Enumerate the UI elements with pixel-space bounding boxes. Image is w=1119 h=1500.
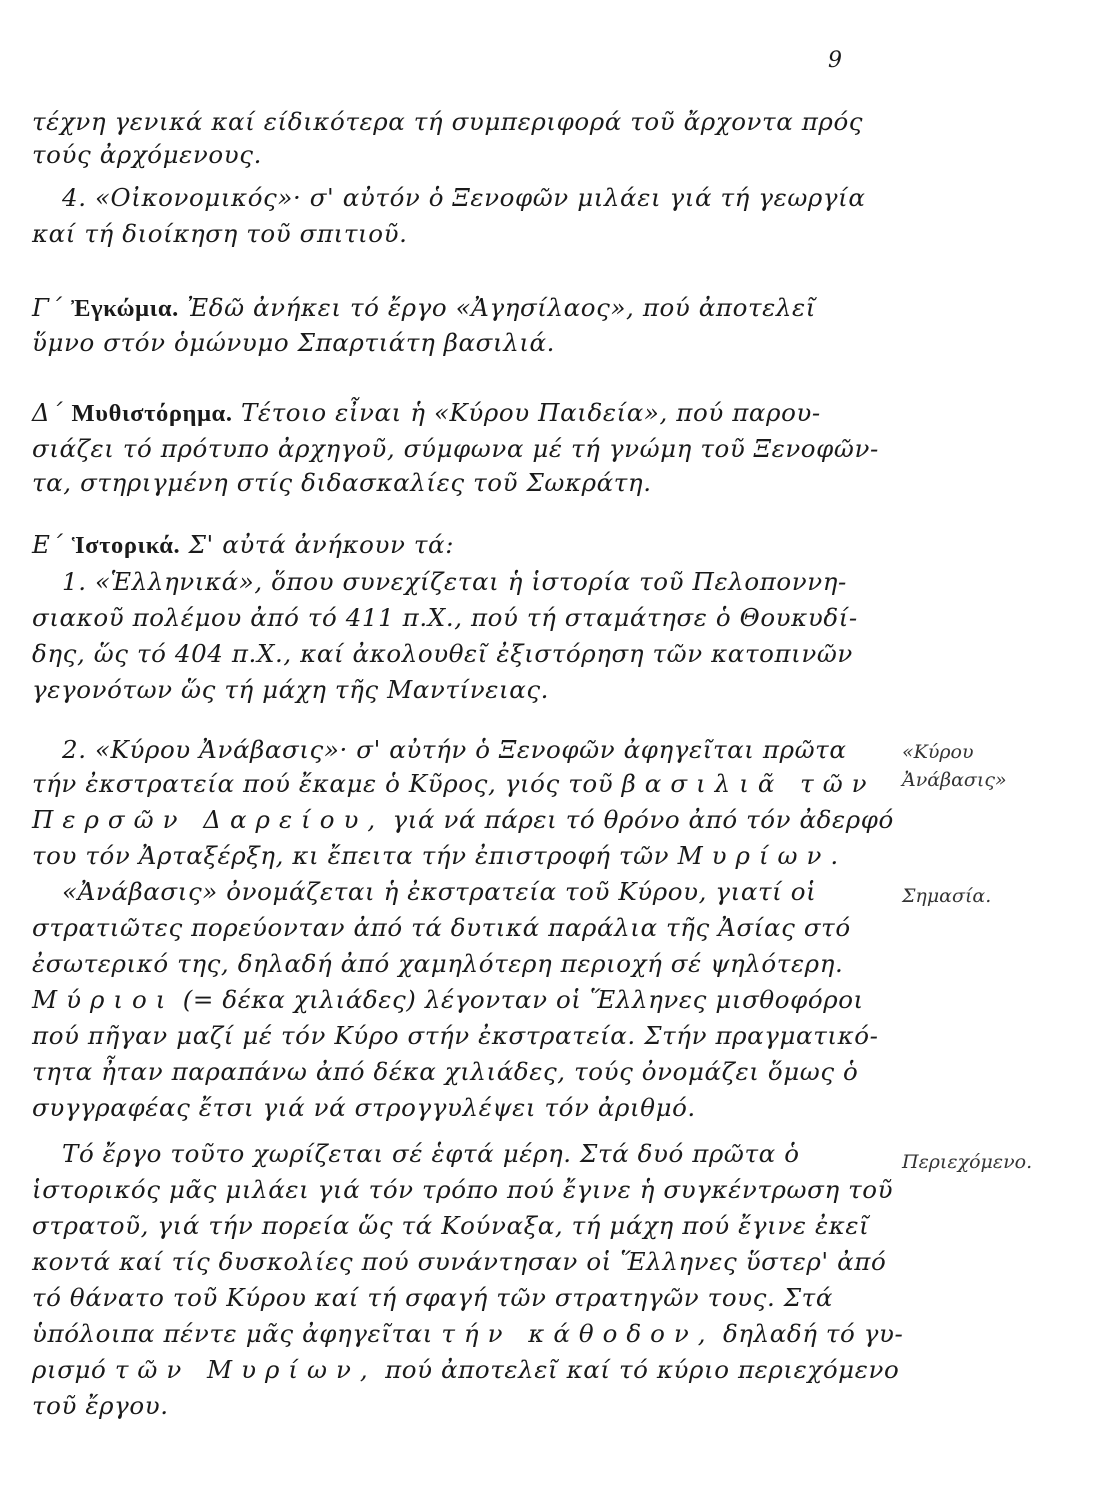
page-number: 9 (828, 48, 842, 73)
paragraph-start: «Ἀνάβασις» ὀνομάζεται ἡ ἐκστρατεία τοῦ Κύρου, γιατί οἱ (62, 877, 817, 906)
text-line: τέχνη γενικά καί είδικότερα τή συμπεριφορά τοῦ ἄρχοντα πρός (32, 107, 864, 136)
section-heading-mythistorima: Δ΄ Μυθιστόρημα. Τέτοιο εἶναι ἡ «Κύρου Παιδεία», πού παρου- (32, 398, 821, 427)
text-line: ἐσωτερικό της, δηλαδή ἀπό χαμηλότερη περιοχή σέ ψηλότερη. (32, 949, 844, 978)
spaced-text: Περσῶν Δαρείου, (32, 805, 385, 834)
text-line: δης, ὥς τό 404 π.Χ., καί ἀκολουθεῖ ἐξιστόρηση τῶν κατοπινῶν (32, 639, 853, 668)
section-letter: Γ΄ (32, 293, 63, 322)
list-item-oikonomikos: 4. «Οἰκονομικός»· σ' αὐτόν ὁ Ξενοφῶν μιλάει γιά τή γεωργία (62, 183, 866, 212)
margin-note-periexomeno: Περιεχόμενο. (902, 1151, 1033, 1173)
text-line: τό θάνατο τοῦ Κύρου καί τή σφαγή τῶν στρατηγῶν τους. Στά (32, 1283, 833, 1312)
text-line: σιάζει τό πρότυπο ἀρχηγοῦ, σύμφωνα μέ τή γνώμη τοῦ Ξενοφῶν- (32, 434, 879, 463)
list-item-ellinika: 1. «Ἑλληνικά», ὅπου συνεχίζεται ἡ ἱστορία τοῦ Πελοποννη- (62, 567, 847, 596)
text-line: συγγραφέας ἔτσι γιά νά στρογγυλέψει τόν ἀριθμό. (32, 1093, 696, 1122)
spaced-text: Μύριοι (32, 985, 175, 1014)
heading-text: Μυθιστόρημα. (71, 400, 233, 427)
section-heading-istorika: Ε΄ Ἱστορικά. Σ' αὐτά ἀνήκουν τά: (32, 530, 455, 559)
spaced-text: τήν κάθοδον, (441, 1319, 715, 1348)
margin-note-kyrou: «Κύρου (902, 741, 974, 763)
text-line: ὑπόλοιπα πέντε μᾶς ἀφηγεῖται τήν κάθοδον, δηλαδή τό γυ- (32, 1319, 904, 1348)
text-line: Περσῶν Δαρείου, γιά νά πάρει τό θρόνο ἀπό τόν ἀδερφό (32, 805, 894, 834)
text-line: καί τή διοίκηση τοῦ σπιτιοῦ. (32, 219, 408, 248)
spaced-text: τῶν Μυρίων, (114, 1355, 377, 1384)
heading-text: Ἐγκώμια. (70, 295, 179, 322)
text-line: ἱστορικός μᾶς μιλάει γιά τόν τρόπο πού ἔγινε ἡ συγκέντρωση τοῦ (32, 1175, 894, 1204)
text-line: τούς ἀρχόμενους. (32, 140, 262, 169)
text-line: τα, στηριγμένη στίς διδασκαλίες τοῦ Σωκράτη. (32, 468, 652, 497)
text-line: ὕμνο στόν ὁμώνυμο Σπαρτιάτη βασιλιά. (32, 328, 556, 357)
text-line: Μύριοι (= δέκα χιλιάδες) λέγονταν οἱ Ἕλληνες μισθοφόροι (32, 985, 864, 1014)
text-line: κοντά καί τίς δυσκολίες πού συνάντησαν οἱ Ἕλληνες ὕστερ' ἀπό (32, 1247, 887, 1276)
text-line: γεγονότων ὥς τή μάχη τῆς Μαντίνειας. (32, 675, 550, 704)
section-letter: Ε΄ (32, 530, 64, 559)
text-line: στρατοῦ, γιά τήν πορεία ὥς τά Κούναξα, τή μάχη πού ἔγινε ἐκεῖ (32, 1211, 870, 1240)
text-line: τήν ἐκστρατεία πού ἔκαμε ὁ Κῦρος, γιός τοῦ βασιλιᾶ τῶν (32, 769, 876, 798)
margin-note-anabasis: Ἀνάβασις» (902, 769, 1007, 791)
margin-note-simasia: Σημασία. (902, 885, 992, 907)
text-line: πού πῆγαν μαζί μέ τόν Κύρο στήν ἐκστρατεία. Στήν πραγματικό- (32, 1021, 879, 1050)
text-line: τοῦ ἔργου. (32, 1391, 169, 1420)
section-letter: Δ΄ (32, 398, 64, 427)
text-line: στρατιῶτες πορεύονταν ἀπό τά δυτικά παράλια τῆς Ἀσίας στό (32, 913, 851, 942)
section-heading-enkomia: Γ΄ Ἐγκώμια. Ἐδῶ ἀνήκει τό ἔργο «Ἀγησίλαος», πού ἀποτελεῖ (32, 293, 816, 322)
heading-text: Ἱστορικά. (71, 532, 181, 559)
paragraph-start: Τό ἔργο τοῦτο χωρίζεται σέ ἑφτά μέρη. Στά δυό πρῶτα ὁ (62, 1139, 800, 1168)
spaced-text: βασιλιᾶ τῶν (621, 769, 876, 798)
spaced-text: Μυρίων. (677, 841, 848, 870)
text-line: ρισμό τῶν Μυρίων, πού ἀποτελεῖ καί τό κύριο περιεχόμενο (32, 1355, 900, 1384)
text-line: σιακοῦ πολέμου ἀπό τό 411 π.Χ., πού τή σταμάτησε ὁ Θουκυδί- (32, 603, 858, 632)
text-line: του τόν Ἀρταξέρξη, κι ἔπειτα τήν ἐπιστροφή τῶν Μυρίων. (32, 841, 848, 870)
text-line: τητα ἦταν παραπάνω ἀπό δέκα χιλιάδες, τούς ὀνομάζει ὅμως ὁ (32, 1057, 859, 1086)
list-item-anabasis: 2. «Κύρου Ἀνάβασις»· σ' αὐτήν ὁ Ξενοφῶν ἀφηγεῖται πρῶτα (62, 735, 847, 764)
